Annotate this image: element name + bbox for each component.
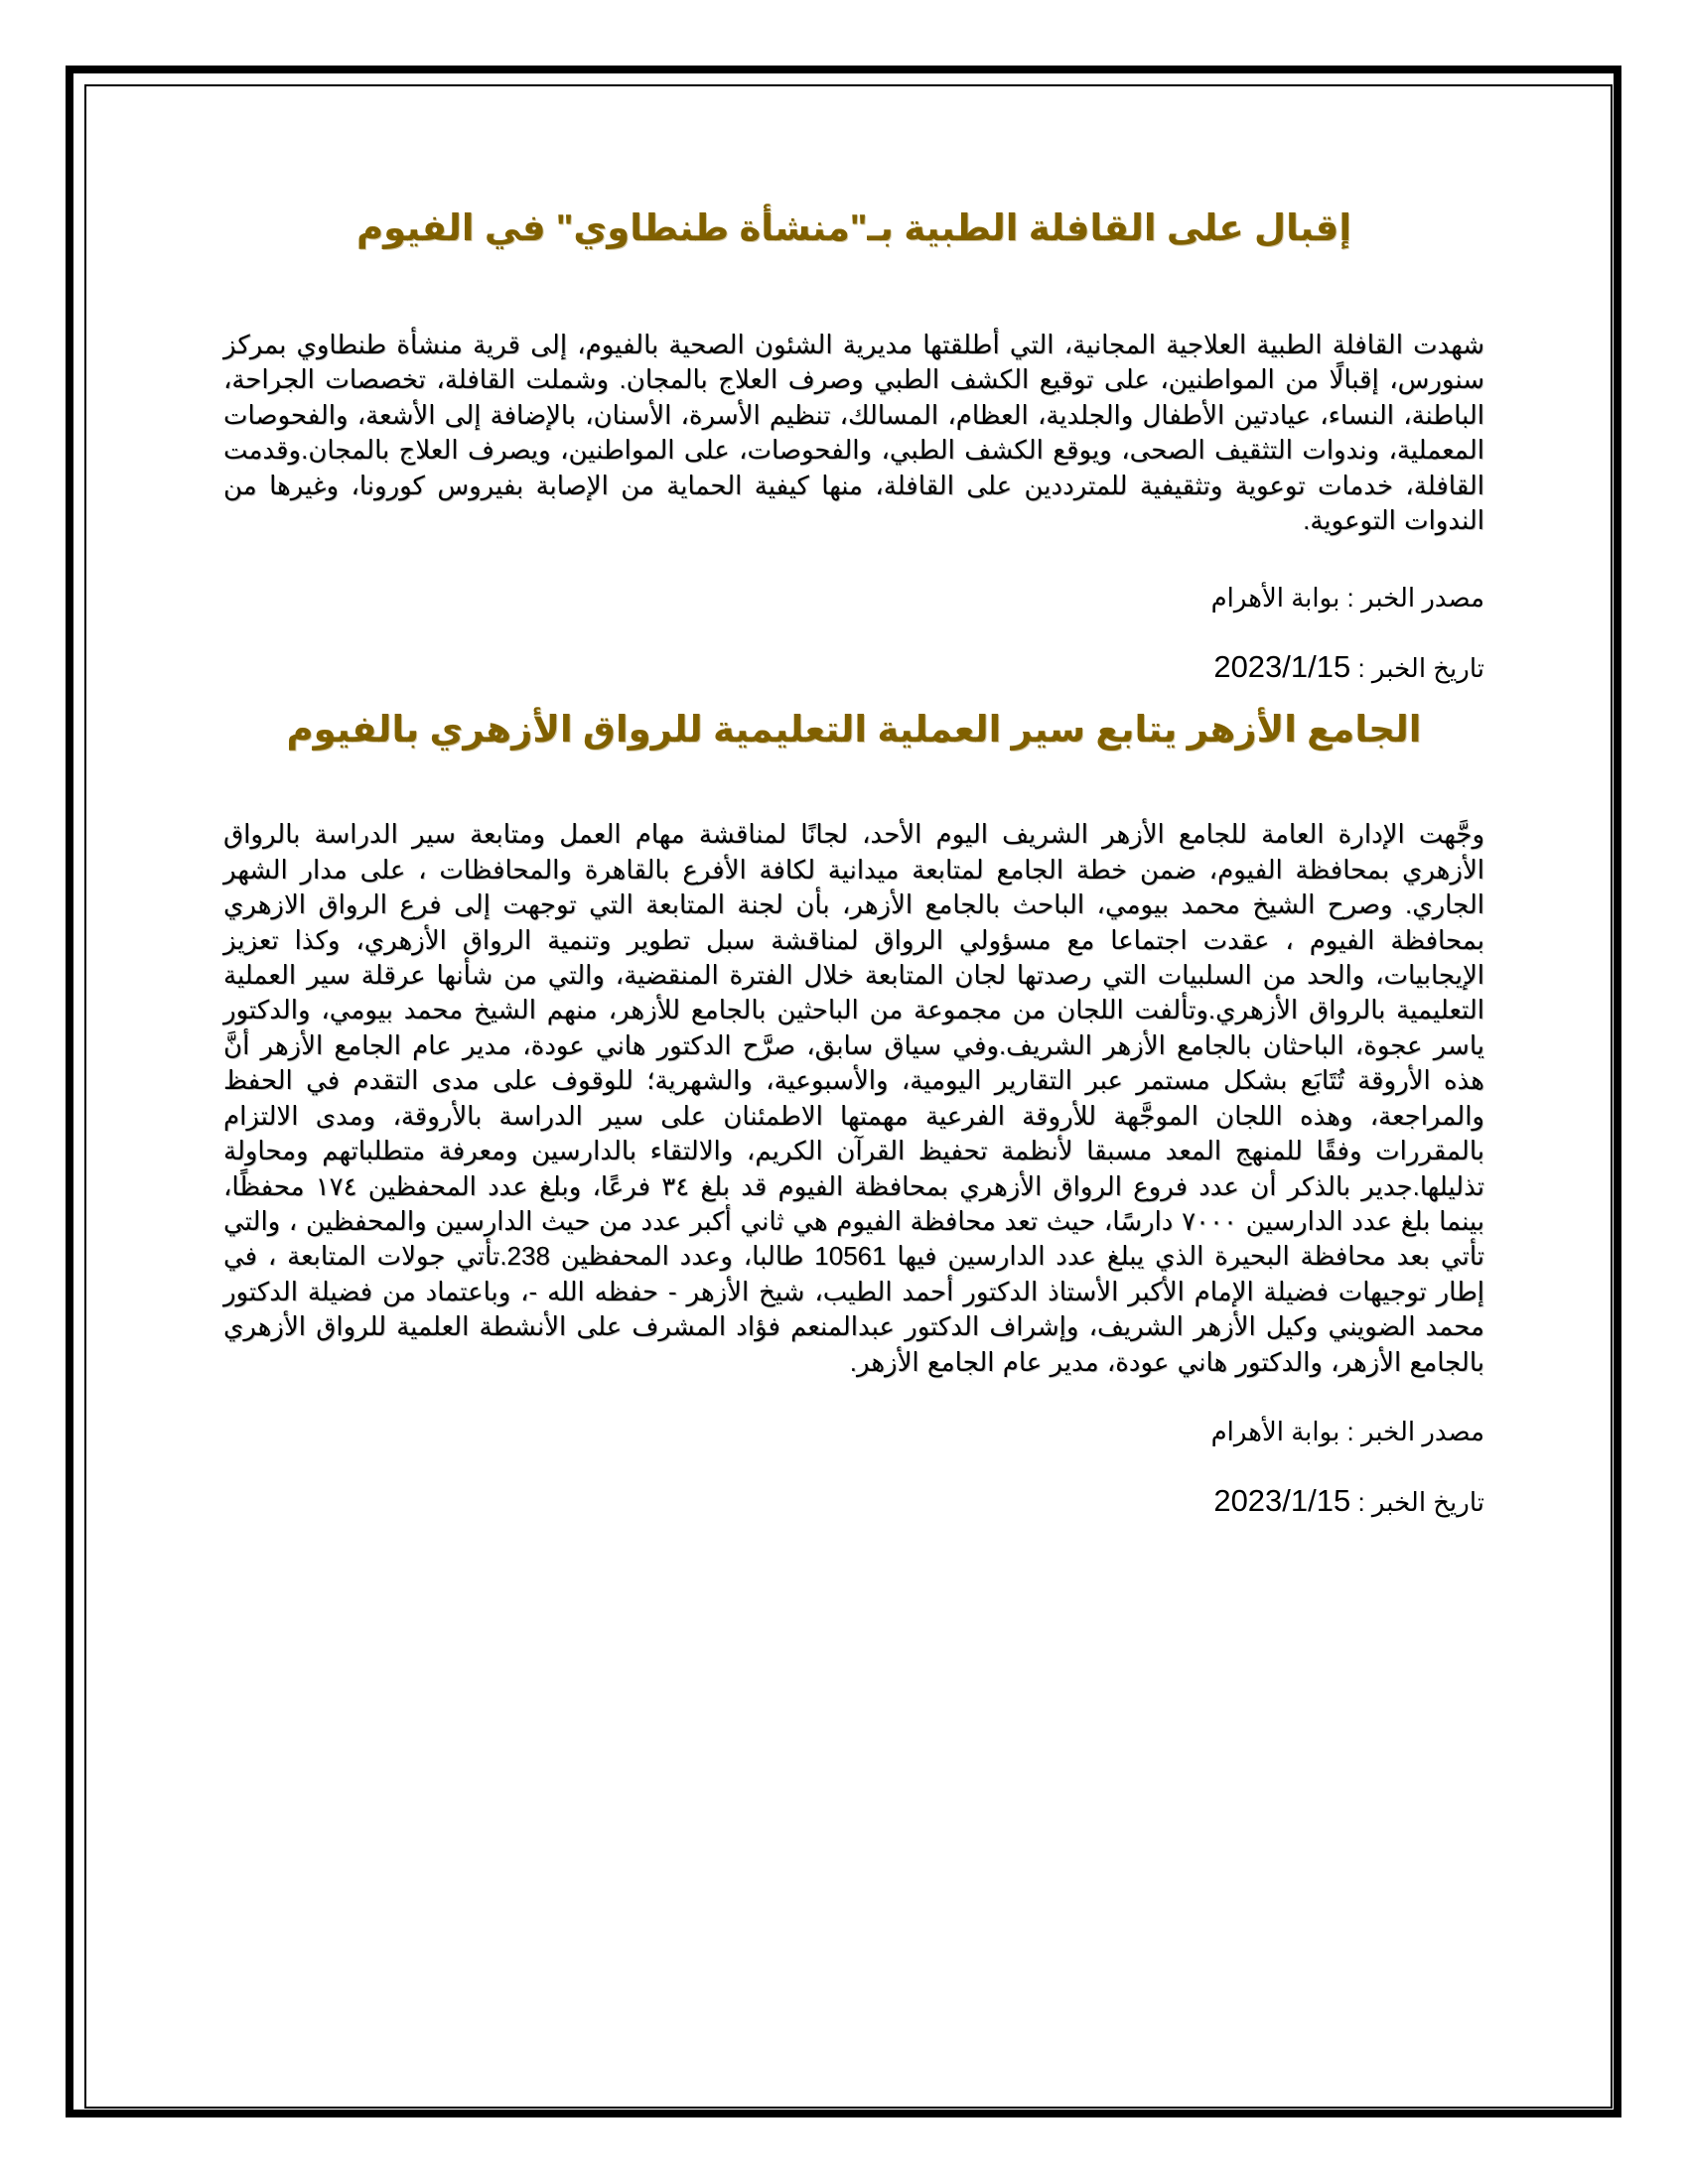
news-date-value: 2023/1/15 (1213, 1482, 1351, 1518)
news-date-label: تاريخ الخبر : (1350, 1486, 1484, 1517)
article-1 (223, 199, 1484, 686)
news-date-value: 2023/1/15 (1213, 649, 1351, 685)
news-date (223, 1483, 1484, 1520)
news-date (223, 649, 1484, 686)
article-2 (223, 700, 1484, 1520)
news-source: مصدر الخبر : بوابة الأهرام (1210, 583, 1484, 614)
article-body: وجَّهت الإدارة العامة للجامع الأزهر الشريف اليوم الأحد، لجانًا لمناقشة مهام العمل ومتابعة سير الدراسة بالرواق الأزهري بمحافظة الفيوم، ضمن خطة الجامع لمتابعة ميدانية لكافة الأفرع بالقاهرة والمحافظات ، على مدار الشهر الجاري. وصرح الشيخ محمد بيومي، الباحث بالجامع الأزهر، بأن لجنة المتابعة التي توجهت إلى فرع الرواق الازهري بمحافظة الفيوم ، عقدت اجتماعا مع مسؤولي الرواق لمناقشة سبل تطوير وتنمية الرواق الأزهري، وكذا تعزيز الإيجابيات، والحد من السلبيات التي رصدتها لجان المتابعة خلال الفترة المنقضية، والتي من شأنها عرقلة سير العملية التعليمية بالرواق الأزهري.وتألفت اللجان من مجموعة من الباحثين بالجامع للأزهر، منهم الشيخ محمد بيومي، والدكتور ياسر عجوة، الباحثان بالجامع الأزهر الشريف.وفي سياق سابق، صرَّح الدكتور هاني عودة، مدير عام الجامع الأزهر أنَّ هذه الأروقة تُتَابَع بشكل مستمر عبر التقارير اليومية، والأسبوعية، والشهرية؛ للوقوف على مدى التقدم في الحفظ والمراجعة، وهذه اللجان الموجَّهة للأروقة الفرعية مهمتها الاطمئنان على سير الدراسة بالأروقة، ومدى الالتزام بالمقررات وفقًا للمنهج المعد مسبقا لأنظمة تحفيظ القرآن الكريم، والالتقاء بالدارسين ومعرفة متطلباتهم ومحاولة تذليلها.جدير بالذكر أن عدد فروع الرواق الأزهري بمحافظة الفيوم قد بلغ ٣٤ فرعًا، وبلغ عدد المحفظين ١٧٤ محفظًا، بينما بلغ عدد الدارسين ٧٠٠٠ دارسًا، حيث تعد محافظة الفيوم هي ثاني أكبر عدد من حيث الدارسين والمحفظين ، والتي تأتي بعد محافظة البحيرة الذي يبلغ عدد الدارسين فيها 10561 طالبا، وعدد المحفظين 238.تأتي جولات المتابعة ، في إطار توجيهات فضيلة الإمام الأكبر الأستاذ الدكتور أحمد الطيب، شيخ الأزهر - حفظه الله -، وباعتماد من فضيلة الدكتور محمد الضويني وكيل الأزهر الشريف، وإشراف الدكتور عبدالمنعم فؤاد المشرف على الأنشطة العلمية للرواق الأزهري بالجامع الأزهر، والدكتور هاني عودة، مدير عام الجامع الأزهر. (223, 819, 1484, 1377)
article-body: شهدت القافلة الطبية العلاجية المجانية، التي أطلقتها مديرية الشئون الصحية بالفيوم، إلى قرية منشأة طنطاوي بمركز سنورس، إقبالًا من المواطنين، على توقيع الكشف الطبي وصرف العلاج بالمجان. وشملت القافلة، تخصصات الجراحة، الباطنة، النساء، عيادتين الأطفال والجلدية، العظام، المسالك، تنظيم الأسرة، الأسنان، بالإضافة إلى الأشعة، والفحوصات المعملية، وندوات التثقيف الصحى، ويوقع الكشف الطبي، والفحوصات، على المواطنين، ويصرف العلاج بالمجان.وقدمت القافلة، خدمات توعوية وتثقيفية للمترددين على القافلة، منها كيفية الحماية من الإصابة بفيروس كورونا، وغيرها من الندوات التوعوية. (223, 330, 1484, 536)
article-title: الجامع الأزهر يتابع سير العملية التعليمية للرواق الأزهري بالفيوم (286, 709, 1422, 751)
document-content (223, 199, 1484, 1520)
news-date-label: تاريخ الخبر : (1350, 653, 1484, 684)
news-source: مصدر الخبر : بوابة الأهرام (1210, 1416, 1484, 1446)
article-title: إقبال على القافلة الطبية بـ"منشأة طنطاوي" في الفيوم (355, 207, 1352, 248)
